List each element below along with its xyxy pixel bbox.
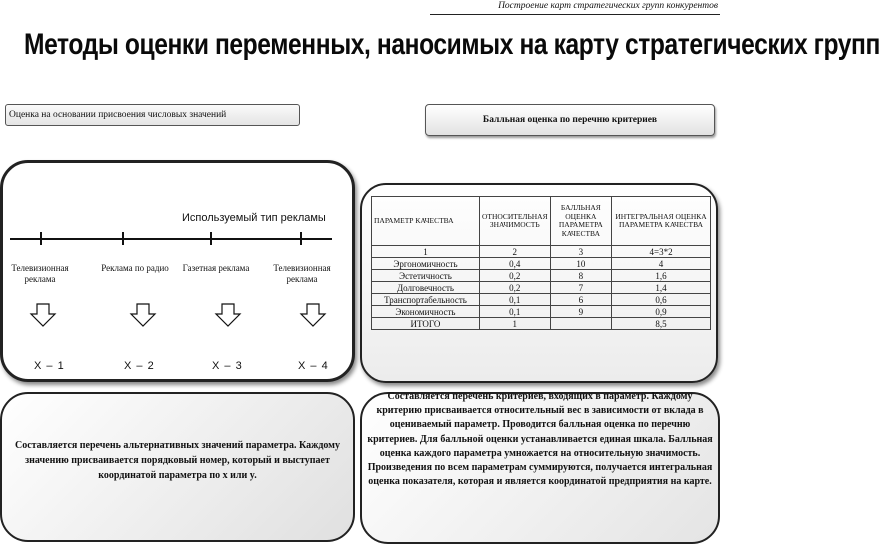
axis-value: X – 1 <box>34 360 65 372</box>
axis-category: Реклама по радио <box>101 263 169 273</box>
table-cell: 0,1 <box>479 306 550 318</box>
table-cell: Долговечность <box>372 282 480 294</box>
table-cell: 0,4 <box>479 258 550 270</box>
score-method-label <box>425 104 715 136</box>
down-arrow-icon <box>300 303 326 327</box>
numeric-method-label-text: Оценка на основании присвоения числовых значений <box>9 110 227 120</box>
table-cell: 2 <box>479 246 550 258</box>
page-title: Методы оценки переменных, наносимых на карту стратегических групп <box>24 28 880 61</box>
table-header-cell: ОТНОСИТЕЛЬНАЯ ЗНАЧИМОСТЬ <box>479 197 550 246</box>
table-row <box>372 258 711 270</box>
table-cell: 1 <box>372 246 480 258</box>
table-cell: 0,6 <box>612 294 711 306</box>
table-cell: Эргономичность <box>372 258 480 270</box>
table-cell: ИТОГО <box>372 318 480 330</box>
table-header-cell: ПАРАМЕТР КАЧЕСТВА <box>372 197 480 246</box>
criteria-table <box>371 196 711 330</box>
table-cell: 8,5 <box>612 318 711 330</box>
table-cell: 4 <box>612 258 711 270</box>
table-cell: 1,6 <box>612 270 711 282</box>
table-cell: 0,1 <box>479 294 550 306</box>
axis-tick <box>40 232 42 245</box>
table-cell: Транспортабельность <box>372 294 480 306</box>
axis-value: X – 2 <box>124 360 155 372</box>
table-cell: Эстетичность <box>372 270 480 282</box>
axis-line <box>10 238 332 240</box>
table-row <box>372 306 711 318</box>
axis-tick <box>210 232 212 245</box>
table-cell <box>550 318 611 330</box>
axis-category: Телевизионная реклама <box>273 263 331 284</box>
table-cell: 1,4 <box>612 282 711 294</box>
axis-value: X – 3 <box>212 360 243 372</box>
table-cell: Экономичность <box>372 306 480 318</box>
table-total-row <box>372 318 711 330</box>
axis-tick <box>122 232 124 245</box>
axis-title: Используемый тип рекламы <box>182 212 326 224</box>
table-cell: 0,9 <box>612 306 711 318</box>
score-method-description: Составляется перечень критериев, входящих в параметр. Каждому критерию присваивается относительный вес в зависимости от вклада в оцениваемый параметр. Проводится балльная оценка по перечню критериев. Для балльной оценки устанавливается единая шкала. Балльная оценка каждого параметра умножается на относительную значимость. Произведения по всем параметрам суммируются, получается интегральная оценка показателя, которая и является координатой предприятия на карте. <box>367 391 713 488</box>
table-header-row <box>372 197 711 246</box>
numeric-method-label <box>5 104 300 126</box>
down-arrow-icon <box>30 303 56 327</box>
table-header-cell: ИНТЕГРАЛЬНАЯ ОЦЕНКА ПАРАМЕТРА КАЧЕСТВА <box>612 197 711 246</box>
table-cell: 3 <box>550 246 611 258</box>
axis-category: Телевизионная реклама <box>11 263 69 284</box>
numeric-method-description: Составляется перечень альтернативных значений параметра. Каждому значению присваивается порядковый номер, который и выступает координатой параметра по x или y. <box>14 440 340 481</box>
axis-value: X – 4 <box>298 360 329 372</box>
table-cell: 9 <box>550 306 611 318</box>
table-row <box>372 294 711 306</box>
table-cell: 7 <box>550 282 611 294</box>
down-arrow-icon <box>215 303 241 327</box>
table-cell: 0,2 <box>479 270 550 282</box>
header-caption: Построение карт стратегических групп конкурентов <box>498 1 718 11</box>
table-index-row <box>372 246 711 258</box>
table-cell: 1 <box>479 318 550 330</box>
table-row <box>372 270 711 282</box>
table-header-cell: БАЛЛЬНАЯ ОЦЕНКА ПАРАМЕТРА КАЧЕСТВА <box>550 197 611 246</box>
table-row <box>372 282 711 294</box>
table-cell: 8 <box>550 270 611 282</box>
down-arrow-icon <box>130 303 156 327</box>
table-cell: 10 <box>550 258 611 270</box>
table-cell: 4=3*2 <box>612 246 711 258</box>
table-cell: 6 <box>550 294 611 306</box>
header-rule <box>430 14 720 15</box>
table-cell: 0,2 <box>479 282 550 294</box>
axis-category: Газетная реклама <box>182 263 250 273</box>
score-method-label-text: Балльная оценка по перечню критериев <box>482 115 658 125</box>
axis-tick <box>300 232 302 245</box>
